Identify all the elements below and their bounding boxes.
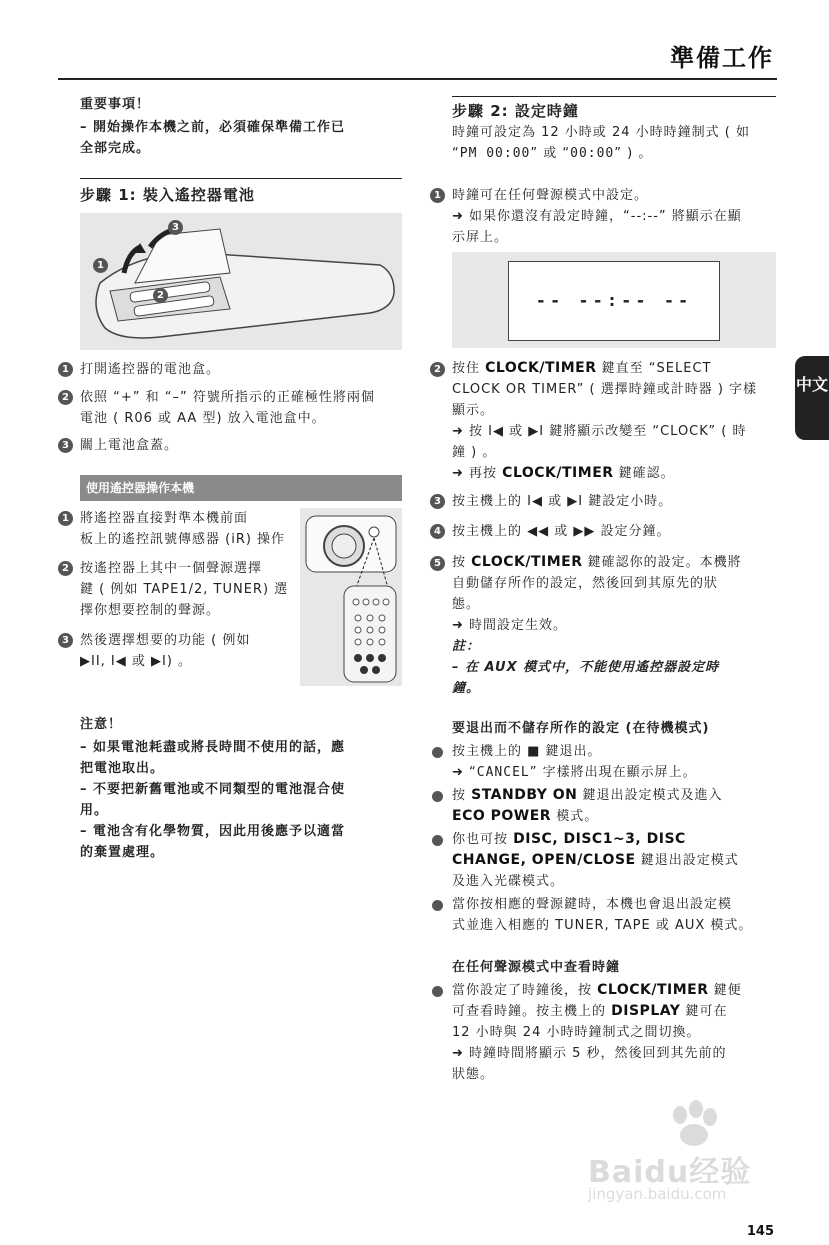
step2-item-2-line-2: CLOCK OR TIMER” ( 選擇時鐘或計時器 ) 字樣 bbox=[452, 382, 758, 397]
step2-item-3-number: 3 bbox=[430, 494, 445, 509]
exit-bullet-4 bbox=[432, 900, 443, 911]
exit-item-3 bbox=[452, 829, 776, 892]
step2-item-5-line-4: ➜ 時間設定生效。 bbox=[452, 618, 568, 633]
exit-item-3-line-1: 你也可按 DISC, DISC1~3, DISC bbox=[452, 831, 686, 847]
view-bullet bbox=[432, 986, 443, 997]
step2-item-2-line-4: ➜ 按 I◀ 或 ▶I 鍵將顯示改變至 “CLOCK” ( 時 bbox=[452, 424, 747, 439]
exit-item-4-line-1: 當你按相應的聲源鍵時，本機也會退出設定模 bbox=[452, 897, 733, 912]
intro-lcd-pm: PM 00:00 bbox=[459, 146, 531, 161]
step2-intro-line-1: 時鐘可設定為 12 小時或 24 小時時鐘制式 ( 如 bbox=[452, 125, 750, 140]
language-side-tab bbox=[795, 356, 829, 440]
exit-item-3-line-2: CHANGE, OPEN/CLOSE 鍵退出設定模式 bbox=[452, 852, 739, 868]
exit-bullet-1 bbox=[432, 747, 443, 758]
step2-item-2 bbox=[452, 358, 776, 484]
remote-item-1-line-1: 將遙控器直接對準本機前面 bbox=[80, 511, 249, 526]
step2-item-1-number: 1 bbox=[430, 188, 445, 203]
view-item bbox=[452, 980, 776, 1085]
step2-item-1-line-2: ➜ 如果你還沒有設定時鐘，“--:--” 將顯示在顯 bbox=[452, 209, 742, 224]
step2-item-2-line-5: 鐘 ) 。 bbox=[452, 445, 497, 460]
remote-item-1-number: 1 bbox=[58, 511, 73, 526]
remote-item-3-line-2: ▶II, I◀ 或 ▶I) 。 bbox=[80, 654, 193, 669]
step1-item-3-number: 3 bbox=[58, 438, 73, 453]
exit-item-2-line-2: ECO POWER 模式。 bbox=[452, 808, 599, 824]
remote-item-3-line-1: 然後選擇想要的功能 ( 例如 bbox=[80, 633, 251, 648]
watermark-brand: Baidu经验 bbox=[588, 1155, 752, 1190]
display-text: -- --:-- -- bbox=[535, 291, 693, 311]
remote-aim-illustration bbox=[300, 508, 402, 686]
step2-item-5-line-2: 自動儲存所作的設定，然後回到其原先的狀 bbox=[452, 576, 719, 591]
step2-item-5 bbox=[452, 552, 776, 699]
remote-item-2-number: 2 bbox=[58, 561, 73, 576]
step1-item-1-number: 1 bbox=[58, 362, 73, 377]
exit-item-2 bbox=[452, 785, 776, 827]
view-line-5: 狀態。 bbox=[452, 1067, 495, 1082]
callout-1: 1 bbox=[93, 258, 108, 273]
remote-item-2-line-1: 按遙控器上其中一個聲源選擇 bbox=[80, 561, 263, 576]
remote-item-1 bbox=[80, 508, 302, 550]
remote-item-2-line-3: 擇你想要控制的聲源。 bbox=[80, 603, 221, 618]
view-line-4: ➜ 時鐘時間將顯示 5 秒，然後回到其先前的 bbox=[452, 1046, 727, 1061]
step2-intro bbox=[452, 122, 776, 164]
step2-intro-line-2 bbox=[452, 143, 776, 164]
remote-item-1-line-2: 板上的遙控訊號傳感器 (iR) 操作 bbox=[80, 532, 286, 547]
view-line-3: 12 小時與 24 小時時鐘制式之間切換。 bbox=[452, 1025, 701, 1040]
remote-item-3 bbox=[80, 630, 295, 672]
view-line-1: 當你設定了時鐘後，按 CLOCK/TIMER 鍵便 bbox=[452, 982, 742, 998]
baidu-watermark bbox=[584, 1095, 774, 1205]
step1-item-3 bbox=[80, 435, 402, 456]
step2-item-5-line-1: 按 CLOCK/TIMER 鍵確認你的設定。本機將 bbox=[452, 554, 742, 570]
header-rule bbox=[58, 78, 777, 80]
step2-item-1 bbox=[452, 185, 776, 248]
important-notice bbox=[80, 94, 402, 159]
caution-line-5: – 電池含有化學物質，因此用後應予以適當 bbox=[80, 824, 346, 839]
callout-2: 2 bbox=[153, 288, 168, 303]
battery-illustration bbox=[80, 213, 402, 350]
exit-item-2-line-1: 按 STANDBY ON 鍵退出設定模式及進入 bbox=[452, 787, 723, 803]
step1-rule bbox=[80, 178, 402, 179]
intro-quote-close: ” ) 。 bbox=[614, 146, 653, 161]
exit-item-4 bbox=[452, 894, 776, 936]
step1-item-2-number: 2 bbox=[58, 390, 73, 405]
page-number: 145 bbox=[746, 1224, 774, 1239]
remote-item-2 bbox=[80, 558, 295, 621]
callout-3: 3 bbox=[168, 220, 183, 235]
remote-battery-drawing bbox=[80, 213, 402, 350]
view-heading: 在任何聲源模式中查看時鐘 bbox=[452, 960, 621, 975]
step2-item-4-number: 4 bbox=[430, 524, 445, 539]
step1-item-2-line-1: 依照 “+” 和 “–” 符號所指示的正確極性將兩個 bbox=[80, 390, 375, 405]
exit-item-1 bbox=[452, 741, 776, 783]
exit-bullet-2 bbox=[432, 791, 443, 802]
step2-item-2-line-1: 按住 CLOCK/TIMER 鍵直至 “SELECT bbox=[452, 360, 712, 376]
step2-item-1-line-1: 時鐘可在任何聲源模式中設定。 bbox=[452, 188, 649, 203]
remote-item-2-line-2: 鍵 ( 例如 TAPE1/2, TUNER) 選 bbox=[80, 582, 289, 597]
note-label: 註： bbox=[452, 639, 481, 654]
view-line-2: 可查看時鐘。按主機上的 DISPLAY 鍵可在 bbox=[452, 1003, 728, 1019]
step1-item-1-text: 打開遙控器的電池盒。 bbox=[80, 362, 221, 377]
caution-line-3: – 不要把新舊電池或不同類型的電池混合使 bbox=[80, 782, 346, 797]
display-illustration bbox=[452, 252, 776, 348]
remote-aim-drawing bbox=[300, 508, 402, 686]
intro-lcd-24h: 00:00 bbox=[570, 146, 615, 161]
intro-or: ” 或 “ bbox=[530, 146, 571, 161]
step1-item-1 bbox=[80, 359, 402, 380]
step2-item-3-text: 按主機上的 I◀ 或 ▶I 鍵設定小時。 bbox=[452, 494, 673, 509]
step1-item-3-text: 關上電池盒蓋。 bbox=[80, 438, 179, 453]
remote-item-3-number: 3 bbox=[58, 633, 73, 648]
step1-item-2 bbox=[80, 387, 402, 429]
step2-item-5-line-3: 態。 bbox=[452, 597, 481, 612]
page-title: 準備工作 bbox=[670, 44, 774, 72]
step2-heading: 步驟 2: 設定時鐘 bbox=[452, 102, 579, 120]
display-screen bbox=[508, 261, 720, 341]
exit-item-1-line-1: 按主機上的 ■ 鍵退出。 bbox=[452, 744, 602, 759]
caution-heading: 注意！ bbox=[80, 717, 123, 732]
caution-line-1: – 如果電池耗盡或將長時間不使用的話，應 bbox=[80, 740, 346, 755]
step2-item-1-line-3: 示屏上。 bbox=[452, 230, 509, 245]
step2-item-2-line-6: ➜ 再按 CLOCK/TIMER 鍵確認。 bbox=[452, 465, 675, 481]
note-line-2: 鐘。 bbox=[452, 681, 481, 696]
step2-item-5-number: 5 bbox=[430, 556, 445, 571]
step2-item-4-text: 按主機上的 ◀◀ 或 ▶▶ 設定分鐘。 bbox=[452, 524, 671, 539]
important-line-2: 全部完成。 bbox=[80, 141, 151, 156]
step2-rule bbox=[452, 96, 776, 97]
caution-line-2: 把電池取出。 bbox=[80, 761, 165, 776]
step2-item-2-line-3: 顯示。 bbox=[452, 403, 495, 418]
step1-item-2-line-2: 電池 ( R06 或 AA 型) 放入電池盒中。 bbox=[80, 411, 326, 426]
side-tab-label: 中文 bbox=[795, 375, 828, 394]
exit-item-3-line-3: 及進入光碟模式。 bbox=[452, 874, 565, 889]
caution-block bbox=[80, 714, 402, 863]
caution-line-6: 的棄置處理。 bbox=[80, 845, 165, 860]
exit-item-4-line-2: 式並進入相應的 TUNER, TAPE 或 AUX 模式。 bbox=[452, 918, 753, 933]
intro-quote-open: “ bbox=[452, 146, 460, 161]
important-heading: 重要事項！ bbox=[80, 97, 151, 112]
note-line-1: – 在 AUX 模式中，不能使用遙控器設定時 bbox=[452, 660, 720, 675]
watermark-url: jingyan.baidu.com bbox=[588, 1185, 727, 1203]
exit-heading: 要退出而不儲存所作的設定 (在待機模式) bbox=[452, 721, 710, 736]
exit-item-1-line-2: ➜ “CANCEL” 字樣將出現在顯示屏上。 bbox=[452, 765, 697, 780]
important-line-1: – 開始操作本機之前，必須確保準備工作已 bbox=[80, 120, 346, 135]
step2-item-2-number: 2 bbox=[430, 362, 445, 377]
exit-bullet-3 bbox=[432, 835, 443, 846]
remote-section-header: 使用遙控器操作本機 bbox=[80, 475, 402, 501]
step1-heading: 步驟 1: 裝入遙控器電池 bbox=[80, 186, 255, 204]
caution-line-4: 用。 bbox=[80, 803, 109, 818]
